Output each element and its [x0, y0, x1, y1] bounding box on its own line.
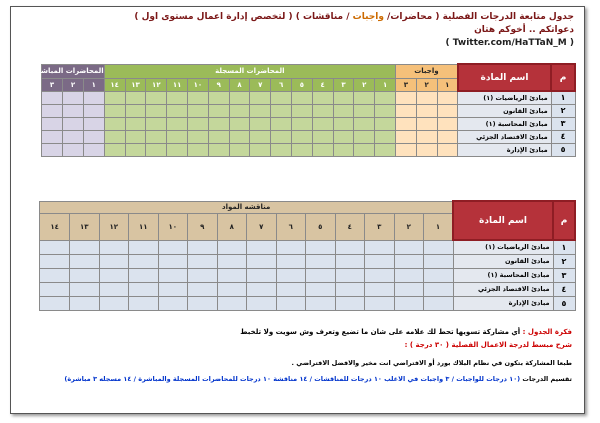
subject-column-header: اسم المادة: [458, 64, 551, 91]
discussion-checkbox[interactable]: [424, 296, 454, 310]
recorded-checkbox[interactable]: [312, 104, 333, 117]
discussion-checkbox[interactable]: [394, 282, 424, 296]
discussion-checkbox[interactable]: [129, 254, 159, 268]
discussion-checkbox[interactable]: [306, 296, 336, 310]
live-checkbox[interactable]: [63, 91, 84, 104]
discussion-checkbox[interactable]: [158, 296, 188, 310]
discussion-checkbox[interactable]: [335, 282, 365, 296]
recorded-col-7: ٧: [250, 78, 271, 91]
homework-checkbox[interactable]: [437, 104, 458, 117]
recorded-checkbox[interactable]: [125, 91, 146, 104]
idea-text: أي مشاركة تسويها تحط لك علامه على شان ما تضيع وتعرف وش سويت ولا تلخبط: [240, 328, 523, 336]
discussion-checkbox[interactable]: [394, 268, 424, 282]
page-header: [134, 11, 574, 50]
recorded-checkbox[interactable]: [271, 91, 292, 104]
subject-name: مبادئ الإدارة: [453, 296, 553, 310]
homework-col-3: ٣: [395, 78, 416, 91]
subject-number: ٣: [553, 268, 575, 282]
live-col-2: ٢: [63, 78, 84, 91]
discussion-checkbox[interactable]: [424, 254, 454, 268]
homework-checkbox[interactable]: [416, 91, 437, 104]
recorded-checkbox[interactable]: [167, 117, 188, 130]
discussion-checkbox[interactable]: [365, 296, 395, 310]
subject-name: مبادئ الاقتصاد الجزئي: [453, 282, 553, 296]
discussion-checkbox[interactable]: [276, 296, 306, 310]
subject-number: ٥: [551, 143, 575, 156]
discussion-checkbox[interactable]: [129, 240, 159, 254]
recorded-checkbox[interactable]: [333, 91, 354, 104]
discussion-checkbox[interactable]: [217, 296, 247, 310]
subject-number: ٤: [553, 282, 575, 296]
recorded-col-11: ١١: [167, 78, 188, 91]
recorded-checkbox[interactable]: [146, 117, 167, 130]
discussion-checkbox[interactable]: [70, 268, 100, 282]
discussion-checkbox[interactable]: [394, 254, 424, 268]
discussion-checkbox[interactable]: [306, 282, 336, 296]
recorded-checkbox[interactable]: [250, 143, 271, 156]
homework-checkbox[interactable]: [395, 143, 416, 156]
discussion-checkbox[interactable]: [70, 282, 100, 296]
discussion-checkbox[interactable]: [276, 240, 306, 254]
distribution-text: (١٠ درجات للواجبات / ٣ واجبات في الاغلب ١٠ درجات للمناقشات / ١٤ مناقشة ١٠ درجات للمحاضرات المسجلة والمباشرة / ١٤ مسجله ٣ مباشرة): [64, 375, 521, 383]
discussion-checkbox[interactable]: [335, 268, 365, 282]
discussion-col-2: ٢: [394, 213, 424, 240]
live-checkbox[interactable]: [83, 91, 104, 104]
discussion-col-13: ١٣: [70, 213, 100, 240]
recorded-checkbox[interactable]: [292, 117, 313, 130]
recorded-checkbox[interactable]: [188, 117, 209, 130]
recorded-checkbox[interactable]: [375, 117, 396, 130]
recorded-checkbox[interactable]: [146, 143, 167, 156]
live-checkbox[interactable]: [63, 143, 84, 156]
subject-name: مبادئ المحاسبة (١): [458, 117, 551, 130]
recorded-col-12: ١٢: [146, 78, 167, 91]
recorded-checkbox[interactable]: [146, 104, 167, 117]
prayer-line: دعواتكم .. أخوكم هتان: [474, 25, 574, 35]
discussion-checkbox[interactable]: [276, 254, 306, 268]
recorded-col-9: ٩: [208, 78, 229, 91]
homework-checkbox[interactable]: [416, 130, 437, 143]
discussion-checkbox[interactable]: [424, 240, 454, 254]
discussion-col-5: ٥: [306, 213, 336, 240]
discussion-checkbox[interactable]: [158, 240, 188, 254]
recorded-checkbox[interactable]: [333, 143, 354, 156]
recorded-checkbox[interactable]: [375, 143, 396, 156]
homework-checkbox[interactable]: [395, 130, 416, 143]
recorded-checkbox[interactable]: [125, 130, 146, 143]
live-checkbox[interactable]: [83, 104, 104, 117]
subject-column-header: اسم المادة: [453, 201, 553, 240]
recorded-checkbox[interactable]: [188, 130, 209, 143]
homework-checkbox[interactable]: [395, 117, 416, 130]
discussion-checkbox[interactable]: [306, 240, 336, 254]
table-row: [42, 91, 576, 104]
subject-name: مبادئ المحاسبة (١): [453, 268, 553, 282]
discussion-checkbox[interactable]: [247, 282, 277, 296]
homework-col-2: ٢: [416, 78, 437, 91]
recorded-checkbox[interactable]: [104, 104, 125, 117]
discussion-checkbox[interactable]: [247, 240, 277, 254]
discussion-col-3: ٣: [365, 213, 395, 240]
recorded-checkbox[interactable]: [188, 143, 209, 156]
recorded-col-6: ٦: [271, 78, 292, 91]
discussion-col-14: ١٤: [40, 213, 70, 240]
recorded-checkbox[interactable]: [229, 117, 250, 130]
discussion-checkbox[interactable]: [99, 296, 129, 310]
footer-idea: [240, 327, 572, 338]
recorded-checkbox[interactable]: [188, 91, 209, 104]
recorded-checkbox[interactable]: [104, 143, 125, 156]
recorded-checkbox[interactable]: [229, 91, 250, 104]
corner-cell: م: [553, 201, 575, 240]
recorded-checkbox[interactable]: [292, 104, 313, 117]
recorded-checkbox[interactable]: [375, 91, 396, 104]
discussion-checkbox[interactable]: [158, 254, 188, 268]
recorded-checkbox[interactable]: [250, 91, 271, 104]
live-checkbox[interactable]: [63, 104, 84, 117]
recorded-checkbox[interactable]: [167, 91, 188, 104]
live-checkbox[interactable]: [42, 117, 63, 130]
recorded-checkbox[interactable]: [208, 143, 229, 156]
homework-checkbox[interactable]: [416, 104, 437, 117]
recorded-checkbox[interactable]: [125, 104, 146, 117]
recorded-col-3: ٣: [333, 78, 354, 91]
discussion-checkbox[interactable]: [70, 240, 100, 254]
recorded-checkbox[interactable]: [146, 130, 167, 143]
homework-checkbox[interactable]: [437, 91, 458, 104]
homework-checkbox[interactable]: [437, 117, 458, 130]
subject-name: مبادئ الرياضيات (١): [458, 91, 551, 104]
recorded-checkbox[interactable]: [271, 117, 292, 130]
recorded-checkbox[interactable]: [146, 91, 167, 104]
subject-name: مبادئ الاقتصاد الجزئي: [458, 130, 551, 143]
live-checkbox[interactable]: [63, 117, 84, 130]
recorded-col-5: ٥: [292, 78, 313, 91]
live-checkbox[interactable]: [42, 104, 63, 117]
discussion-checkbox[interactable]: [306, 268, 336, 282]
subject-number: ٢: [551, 104, 575, 117]
subject-number: ٣: [551, 117, 575, 130]
recorded-checkbox[interactable]: [271, 104, 292, 117]
discussion-checkbox[interactable]: [247, 296, 277, 310]
recorded-checkbox[interactable]: [354, 117, 375, 130]
discussion-checkbox[interactable]: [365, 254, 395, 268]
homework-checkbox[interactable]: [395, 104, 416, 117]
recorded-checkbox[interactable]: [312, 117, 333, 130]
recorded-checkbox[interactable]: [208, 130, 229, 143]
table-row: [42, 117, 576, 130]
recorded-checkbox[interactable]: [208, 117, 229, 130]
discussion-checkbox[interactable]: [424, 268, 454, 282]
subject-number: ٤: [551, 130, 575, 143]
discussion-checkbox[interactable]: [99, 268, 129, 282]
discussion-checkbox[interactable]: [365, 282, 395, 296]
discussion-checkbox[interactable]: [217, 240, 247, 254]
discussion-checkbox[interactable]: [158, 282, 188, 296]
table-row: [40, 282, 575, 296]
subject-number: ٢: [553, 254, 575, 268]
twitter-handle: ( Twitter.com/HaTTaN_M ): [445, 38, 574, 48]
live-checkbox[interactable]: [83, 130, 104, 143]
homework-checkbox[interactable]: [437, 130, 458, 143]
discussion-checkbox[interactable]: [188, 296, 218, 310]
live-checkbox[interactable]: [42, 130, 63, 143]
recorded-checkbox[interactable]: [292, 143, 313, 156]
table-row: [42, 130, 576, 143]
live-checkbox[interactable]: [83, 143, 104, 156]
homework-col-1: ١: [437, 78, 458, 91]
recorded-checkbox[interactable]: [354, 91, 375, 104]
live-col-1: ١: [83, 78, 104, 91]
recorded-checkbox[interactable]: [250, 117, 271, 130]
table-row: [40, 296, 575, 310]
tracking-table-discussions: [39, 200, 576, 311]
live-col-3: ٣: [42, 78, 63, 91]
discussion-checkbox[interactable]: [70, 254, 100, 268]
recorded-checkbox[interactable]: [271, 130, 292, 143]
recorded-checkbox[interactable]: [333, 104, 354, 117]
idea-label: فكرة الجدول :: [522, 328, 572, 336]
live-checkbox[interactable]: [63, 130, 84, 143]
subject-name: مبادئ القانون: [458, 104, 551, 117]
recorded-checkbox[interactable]: [104, 117, 125, 130]
discussion-checkbox[interactable]: [394, 296, 424, 310]
table-row: [42, 104, 576, 117]
recorded-checkbox[interactable]: [167, 130, 188, 143]
discussion-checkbox[interactable]: [188, 240, 218, 254]
title-part-1: جدول متابعة الدرجات الفصلية ( محاضرات/: [383, 12, 574, 22]
discussion-checkbox[interactable]: [217, 282, 247, 296]
corner-cell: م: [551, 64, 575, 91]
discussion-col-4: ٤: [335, 213, 365, 240]
recorded-checkbox[interactable]: [125, 143, 146, 156]
discussion-checkbox[interactable]: [40, 282, 70, 296]
discussion-col-10: ١٠: [158, 213, 188, 240]
discussion-checkbox[interactable]: [217, 268, 247, 282]
recorded-checkbox[interactable]: [188, 104, 209, 117]
discussion-checkbox[interactable]: [188, 268, 218, 282]
discussion-checkbox[interactable]: [40, 254, 70, 268]
discussion-col-11: ١١: [129, 213, 159, 240]
recorded-checkbox[interactable]: [229, 143, 250, 156]
recorded-col-4: ٤: [312, 78, 333, 91]
discussion-checkbox[interactable]: [188, 254, 218, 268]
homework-group-header: واجبات: [395, 64, 457, 78]
discussion-checkbox[interactable]: [188, 282, 218, 296]
recorded-checkbox[interactable]: [354, 130, 375, 143]
table-row: [42, 143, 576, 156]
discussion-col-9: ٩: [188, 213, 218, 240]
recorded-group-header: المحاضرات المسجلة: [104, 64, 395, 78]
homework-checkbox[interactable]: [437, 143, 458, 156]
recorded-checkbox[interactable]: [167, 104, 188, 117]
discussion-checkbox[interactable]: [276, 268, 306, 282]
table-row: [40, 268, 575, 282]
recorded-col-8: ٨: [229, 78, 250, 91]
footer-note: طبعا المشاركة بتكون في نظام البلاك بورد أو الافتراضي انت مخير والافضل الافتراضي .: [291, 359, 572, 367]
recorded-checkbox[interactable]: [292, 130, 313, 143]
subject-number: ٥: [553, 296, 575, 310]
discussion-checkbox[interactable]: [99, 240, 129, 254]
recorded-checkbox[interactable]: [354, 143, 375, 156]
recorded-checkbox[interactable]: [229, 104, 250, 117]
recorded-checkbox[interactable]: [375, 130, 396, 143]
discussion-checkbox[interactable]: [276, 282, 306, 296]
subject-name: مبادئ الإدارة: [458, 143, 551, 156]
discussion-checkbox[interactable]: [424, 282, 454, 296]
discussion-checkbox[interactable]: [70, 296, 100, 310]
discussion-checkbox[interactable]: [40, 296, 70, 310]
recorded-checkbox[interactable]: [250, 104, 271, 117]
distribution-label: تقسيم الدرجات: [520, 375, 572, 383]
live-checkbox[interactable]: [83, 117, 104, 130]
recorded-checkbox[interactable]: [312, 91, 333, 104]
discussion-checkbox[interactable]: [365, 268, 395, 282]
worksheet: [10, 6, 585, 414]
recorded-checkbox[interactable]: [208, 104, 229, 117]
homework-checkbox[interactable]: [416, 143, 437, 156]
live-checkbox[interactable]: [42, 91, 63, 104]
discussion-checkbox[interactable]: [247, 268, 277, 282]
discussion-checkbox[interactable]: [335, 296, 365, 310]
recorded-checkbox[interactable]: [354, 104, 375, 117]
discussion-checkbox[interactable]: [40, 240, 70, 254]
tracking-table-lectures: [32, 63, 576, 157]
discussion-col-1: ١: [424, 213, 454, 240]
discussion-checkbox[interactable]: [99, 254, 129, 268]
subject-number: ١: [553, 240, 575, 254]
recorded-checkbox[interactable]: [104, 91, 125, 104]
subject-name: مبادئ الرياضيات (١): [453, 240, 553, 254]
discussion-checkbox[interactable]: [217, 254, 247, 268]
recorded-checkbox[interactable]: [312, 143, 333, 156]
discussion-checkbox[interactable]: [394, 240, 424, 254]
title-homework-word: واجبات: [352, 12, 384, 22]
recorded-checkbox[interactable]: [125, 117, 146, 130]
table-row: [40, 254, 575, 268]
recorded-checkbox[interactable]: [333, 117, 354, 130]
recorded-col-2: ٢: [354, 78, 375, 91]
discussion-checkbox[interactable]: [335, 254, 365, 268]
discussion-checkbox[interactable]: [99, 282, 129, 296]
discussion-checkbox[interactable]: [306, 254, 336, 268]
discussion-checkbox[interactable]: [129, 296, 159, 310]
recorded-col-14: ١٤: [104, 78, 125, 91]
discussion-group-header: مناقشه المواد: [40, 201, 453, 213]
discussion-checkbox[interactable]: [365, 240, 395, 254]
recorded-checkbox[interactable]: [167, 143, 188, 156]
discussion-col-6: ٦: [276, 213, 306, 240]
recorded-checkbox[interactable]: [208, 91, 229, 104]
discussion-col-7: ٧: [247, 213, 277, 240]
recorded-col-13: ١٣: [125, 78, 146, 91]
recorded-checkbox[interactable]: [375, 104, 396, 117]
discussion-checkbox[interactable]: [129, 268, 159, 282]
live-group-header: المحاضرات المباشرة: [42, 64, 105, 78]
discussion-checkbox[interactable]: [158, 268, 188, 282]
footer-distribution: [64, 374, 572, 385]
recorded-checkbox[interactable]: [229, 130, 250, 143]
recorded-checkbox[interactable]: [333, 130, 354, 143]
footer-explain: شرح مبسط لدرجة الاعمال الفصلية ( ٣٠ درجة ) :: [404, 341, 572, 349]
discussion-col-8: ٨: [217, 213, 247, 240]
subject-number: ١: [551, 91, 575, 104]
discussion-col-12: ١٢: [99, 213, 129, 240]
homework-checkbox[interactable]: [395, 91, 416, 104]
table-row: [40, 240, 575, 254]
recorded-checkbox[interactable]: [292, 91, 313, 104]
recorded-checkbox[interactable]: [250, 130, 271, 143]
discussion-checkbox[interactable]: [129, 282, 159, 296]
subject-name: مبادئ القانون: [453, 254, 553, 268]
recorded-col-10: ١٠: [188, 78, 209, 91]
live-checkbox[interactable]: [42, 143, 63, 156]
discussion-checkbox[interactable]: [335, 240, 365, 254]
discussion-checkbox[interactable]: [247, 254, 277, 268]
recorded-checkbox[interactable]: [271, 143, 292, 156]
recorded-col-1: ١: [375, 78, 396, 91]
recorded-checkbox[interactable]: [104, 130, 125, 143]
discussion-checkbox[interactable]: [40, 268, 70, 282]
recorded-checkbox[interactable]: [312, 130, 333, 143]
title-part-2: / مناقشات ) ( لتخصص إدارة اعمال مستوى اول ): [134, 12, 353, 22]
homework-checkbox[interactable]: [416, 117, 437, 130]
